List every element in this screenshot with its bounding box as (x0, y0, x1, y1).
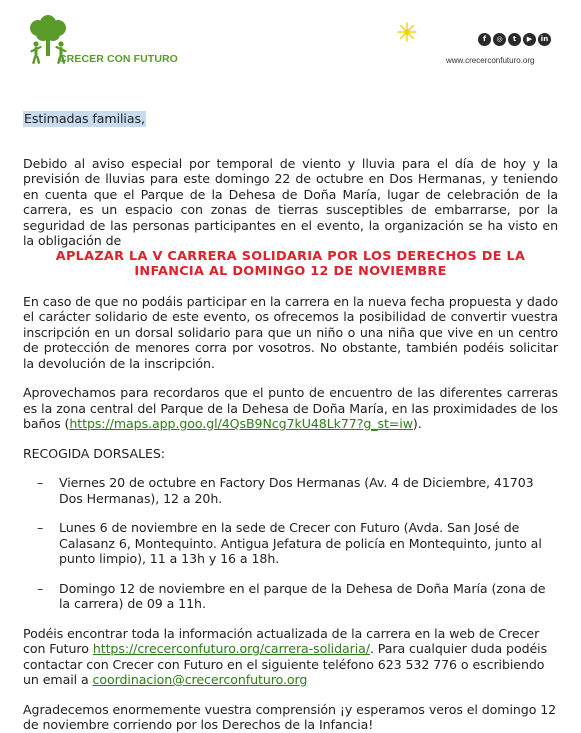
email-link[interactable]: coordinacion@crecerconfuturo.org (92, 672, 308, 687)
list-item-text: Lunes 6 de noviembre en la sede de Crecer con Futuro (Avda. San José de Calasanz 6, Montequinto. Antigua Jefatura de policía en Montequinto, junto al punto limpio), 11 a 13h y 16 a 18h. (59, 520, 542, 566)
list-dash: – (37, 520, 44, 535)
list-item-text: Domingo 12 de noviembre en el parque de la Dehesa de Doña María (zona de la carrera) de 09 a 11h. (59, 580, 546, 611)
closing-paragraph: Agradecemos enormemente vuestra comprensión ¡y esperamos veros el domingo 12 de noviembre corriendo por los Derechos de la Infancia! (23, 701, 557, 732)
youtube-icon[interactable]: ▶ (523, 33, 536, 46)
letter-header (0, 0, 581, 90)
meeting-point-paragraph (23, 385, 558, 432)
website-url[interactable]: www.crecerconfuturo.org (446, 56, 535, 65)
linkedin-icon[interactable]: in (538, 33, 551, 46)
instagram-icon[interactable]: ◎ (493, 33, 506, 46)
info-paragraph (23, 626, 558, 688)
maps-link[interactable]: https://maps.app.goo.gl/4QsB9Ncg7kU48Lk77?g_st=iw (69, 416, 413, 431)
list-item (23, 581, 558, 612)
list-item (23, 520, 558, 567)
dorsales-list (23, 475, 558, 612)
list-item (23, 475, 558, 506)
solidarity-paragraph: En caso de que no podáis participar en la carrera en la nueva fecha propuesta y dado el carácter solidario de este evento, os ofrecemos la posibilidad de convertir vuestra inscripción en un dorsal solidario para que un niño o una niña que vive en un centro de protección de menores corra por vosotros. No obstante, también podéis solicitar la devolución de la inscripción. (23, 293, 558, 371)
dorsales-heading: RECOGIDA DORSALES: (23, 445, 165, 461)
social-links (478, 33, 551, 46)
sun-icon (397, 22, 417, 42)
contact-text: . Para cualquier duda podéis contactar con Crecer con Futuro en el siguiente teléfono 623 532 776 o escribiendo un email a (23, 641, 548, 687)
meeting-point-end: ). (412, 416, 422, 431)
brand-logo[interactable] (24, 14, 178, 74)
list-item-text: Viernes 20 de octubre en Factory Dos Hermanas (Av. 4 de Diciembre, 41703 Dos Hermanas), 12 a 20h. (59, 475, 534, 506)
letter-body (23, 111, 558, 733)
brand-name: CRECER CON FUTURO (59, 53, 178, 65)
info-text: Podéis encontrar toda la información actualizada de la carrera en la web de Crecer con Futuro (23, 625, 540, 656)
twitter-icon[interactable]: t (508, 33, 521, 46)
list-dash: – (37, 580, 44, 596)
facebook-icon[interactable]: f (478, 33, 491, 46)
greeting: Estimadas familias, (24, 111, 145, 126)
race-web-link[interactable]: https://crecerconfuturo.org/carrera-solidaria/ (92, 641, 370, 656)
list-dash: – (37, 475, 44, 490)
postponement-notice: APLAZAR LA V CARRERA SOLIDARIA POR LOS DERECHOS DE LA INFANCIA AL DOMINGO 12 DE NOVIEMBRE (55, 248, 526, 279)
intro-paragraph: Debido al aviso especial por temporal de viento y lluvia para el día de hoy y la previsión de lluvias para este domingo 22 de octubre en Dos Hermanas, y teniendo en cuenta que el Parque de la Dehesa de Doña María, lugar de celebración de la carrera, es un espacio con zonas de tierras susceptibles de embarrarse, por la seguridad de las personas participantes en el evento, la organización se ha visto en la obligación de (23, 155, 558, 248)
meeting-point-text: Aprovechamos para recordaros que el punto de encuentro de las diferentes carreras es la zona central del Parque de la Dehesa de Doña María, en las proximidades de los baños ( (23, 385, 558, 431)
